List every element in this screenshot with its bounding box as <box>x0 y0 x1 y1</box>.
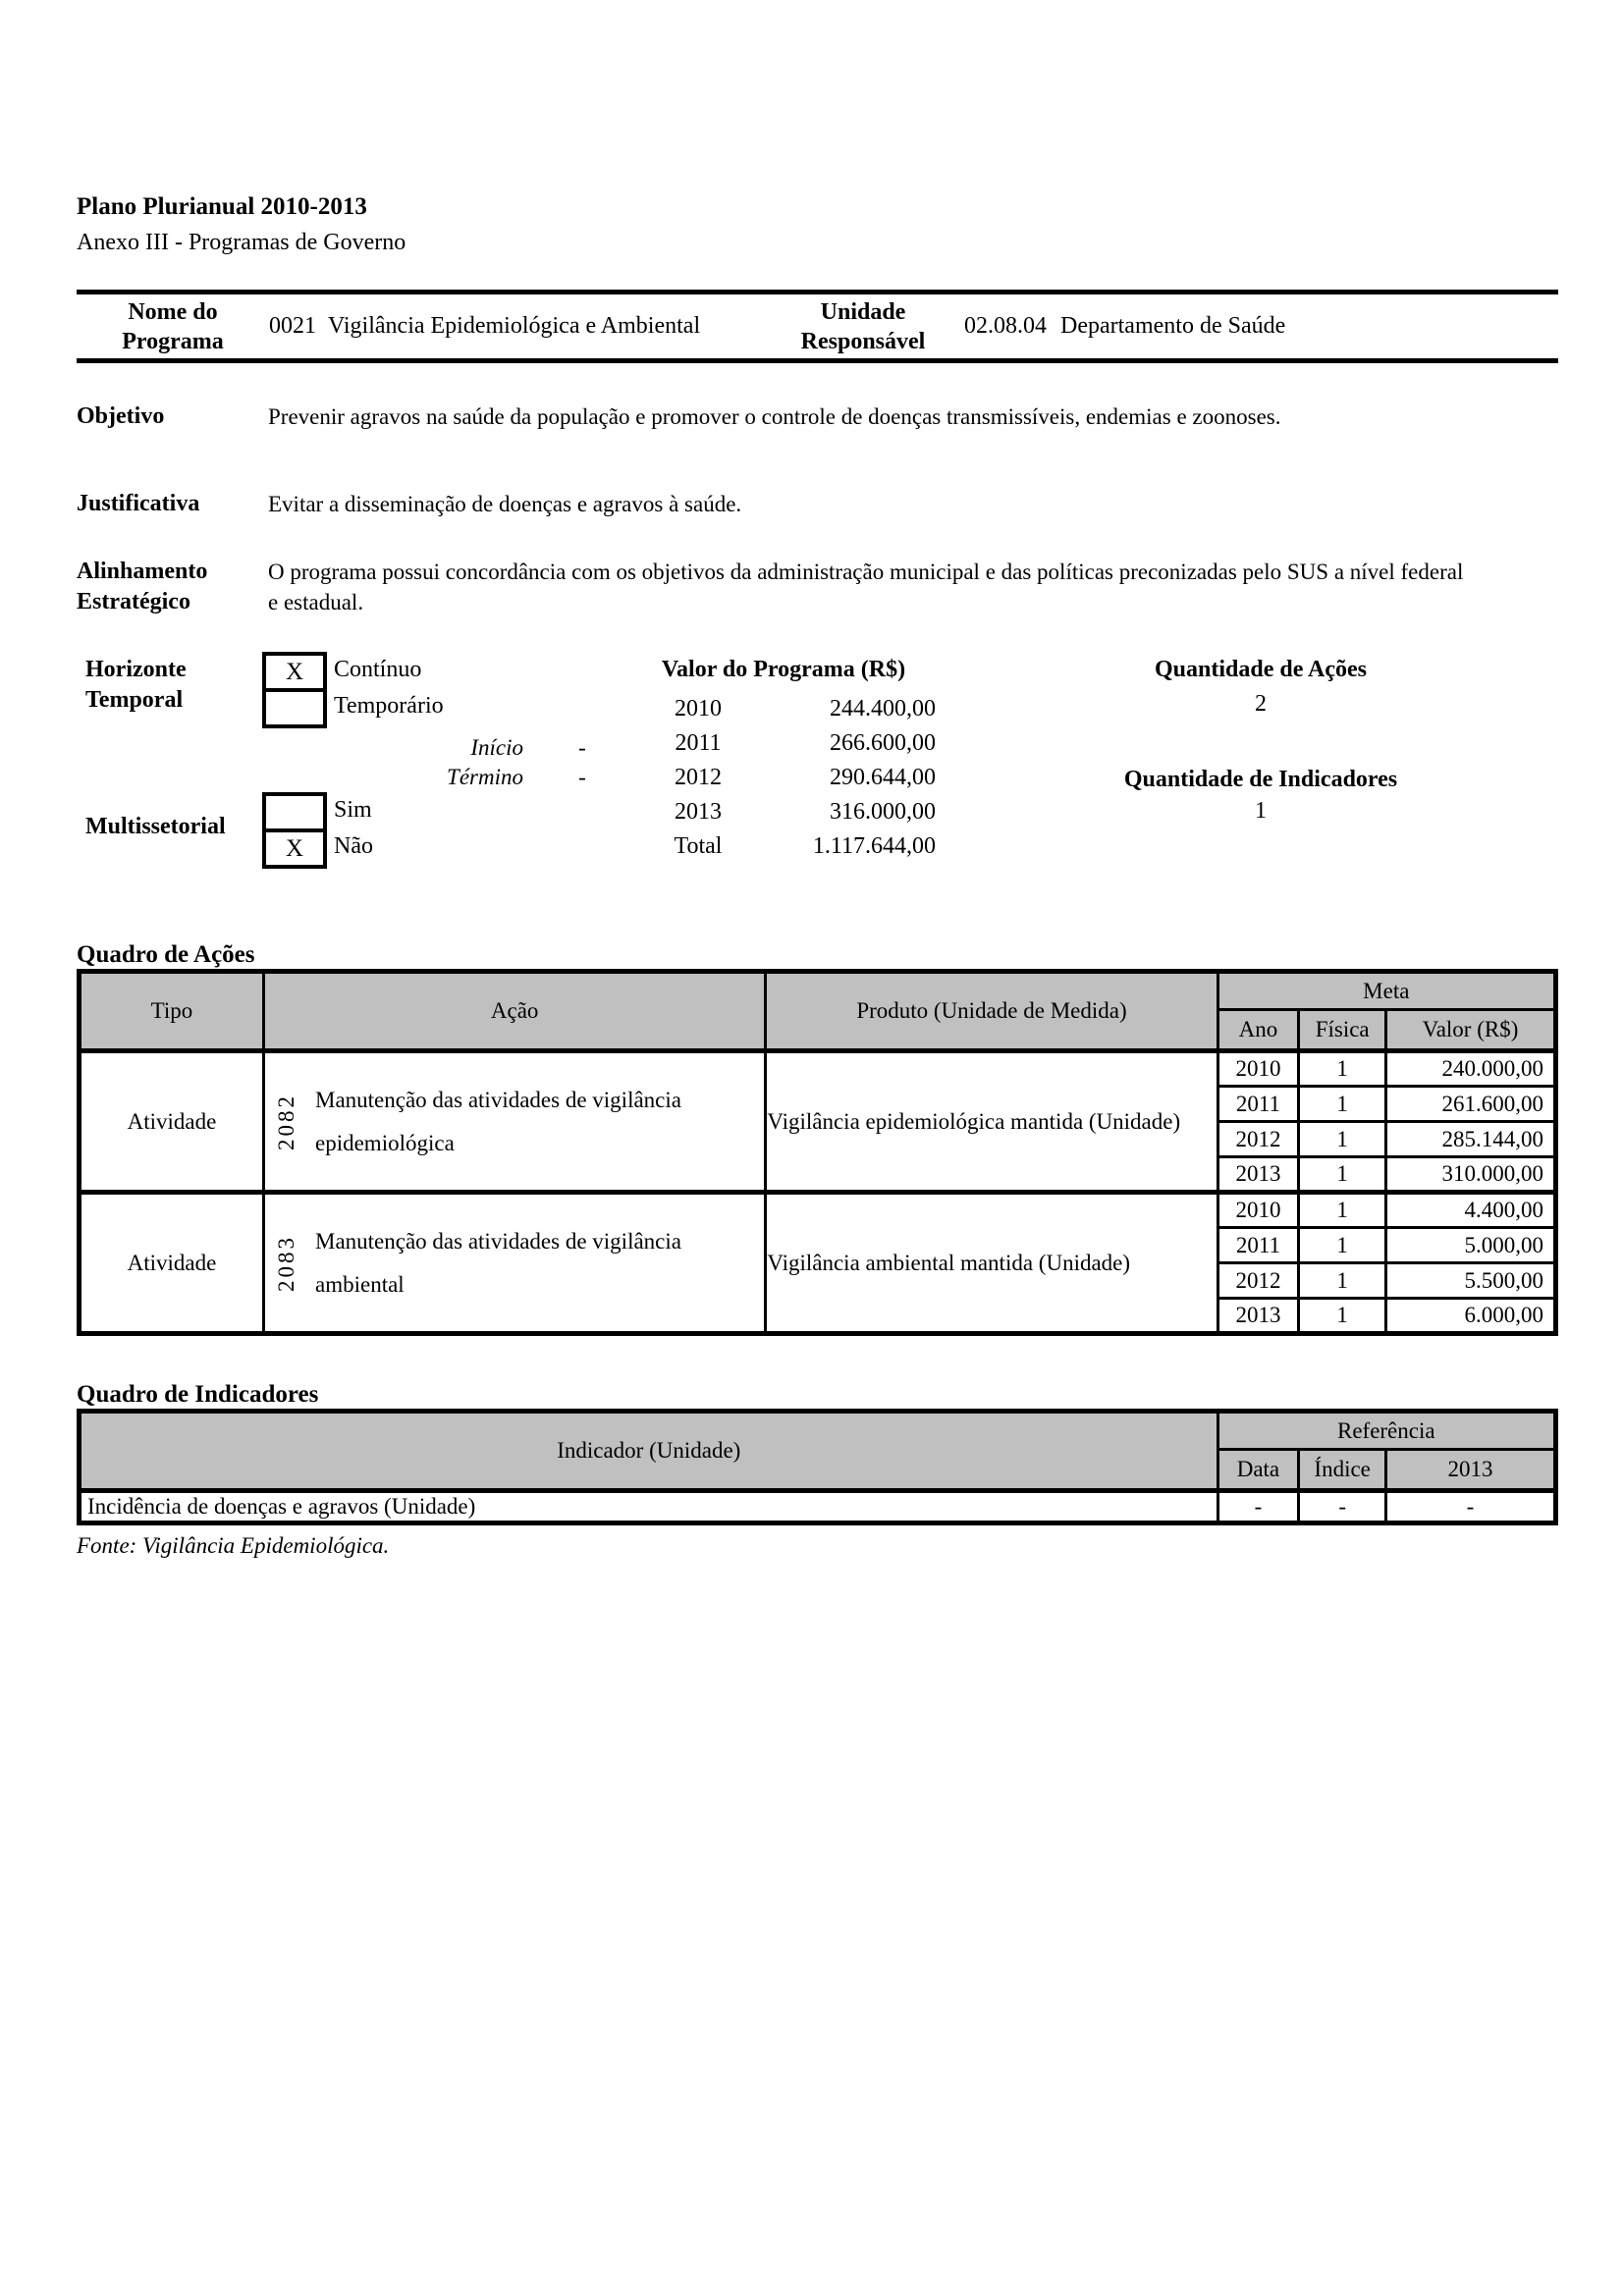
meta-ano: 2013 <box>1217 1157 1299 1193</box>
sim-label: Sim <box>334 797 372 823</box>
justificativa-text: Evitar a disseminação de doenças e agravos à saúde. <box>268 492 742 516</box>
col-header-fisica: Física <box>1299 1010 1386 1051</box>
checkbox-nao <box>266 828 323 865</box>
valor-row-total <box>631 829 936 864</box>
acao-2-descricao: Manutenção das atividades de vigilância ambiental <box>315 1228 681 1297</box>
col-header-valor: Valor (R$) <box>1386 1010 1556 1051</box>
meta-valor: 240.000,00 <box>1386 1051 1556 1087</box>
col-header-indicador: Indicador (Unidade) <box>80 1412 1218 1491</box>
multissetorial-checkboxes <box>262 792 327 869</box>
valor-amount: 266.600,00 <box>830 730 936 756</box>
program-code: 0021 <box>269 313 316 339</box>
meta-ano: 2012 <box>1217 1263 1299 1299</box>
quadro-acoes-title: Quadro de Ações <box>77 941 255 968</box>
meta-ano: 2013 <box>1217 1299 1299 1334</box>
section-alinhamento <box>77 557 1558 617</box>
meta-ano: 2010 <box>1217 1051 1299 1087</box>
col-header-ano: Ano <box>1217 1010 1299 1051</box>
meta-fisica: 1 <box>1299 1157 1386 1193</box>
meta-fisica: 1 <box>1299 1122 1386 1157</box>
col-header-tipo: Tipo <box>80 972 264 1051</box>
meta-fisica: 1 <box>1299 1299 1386 1334</box>
document-subtitle: Anexo III - Programas de Governo <box>77 230 406 255</box>
meta-valor: 285.144,00 <box>1386 1122 1556 1157</box>
unit-code: 02.08.04 <box>964 313 1047 339</box>
acao-2-meta-row <box>80 1193 1556 1228</box>
meta-ano: 2011 <box>1217 1087 1299 1122</box>
col-header-meta: Meta <box>1217 972 1555 1010</box>
acao-1-meta-row <box>80 1051 1556 1087</box>
unit-label: Unidade Responsável <box>800 298 926 354</box>
objetivo-label: Objetivo <box>77 403 165 429</box>
meta-valor: 4.400,00 <box>1386 1193 1556 1228</box>
checkbox-temporario <box>266 688 323 724</box>
valor-amount: 1.117.644,00 <box>812 833 936 859</box>
document-content <box>77 0 1558 1559</box>
acao-1-tipo: Atividade <box>80 1051 264 1193</box>
alinhamento-label: Alinhamento Estratégico <box>77 559 208 614</box>
acao-1-numero: 2082 <box>274 1093 298 1150</box>
indicador-data: - <box>1217 1491 1299 1523</box>
nao-label: Não <box>334 833 373 859</box>
valor-row-2010 <box>631 692 936 726</box>
inicio-label: Início <box>470 735 523 760</box>
termino-label: Término <box>447 765 523 789</box>
meta-fisica: 1 <box>1299 1193 1386 1228</box>
meta-fisica: 1 <box>1299 1263 1386 1299</box>
acao-2-numero: 2083 <box>274 1234 298 1292</box>
meta-valor: 310.000,00 <box>1386 1157 1556 1193</box>
valor-amount: 316.000,00 <box>830 799 936 825</box>
meta-ano: 2010 <box>1217 1193 1299 1228</box>
quantidade-indicadores-block <box>1068 767 1453 825</box>
quantidade-acoes-value: 2 <box>1255 691 1267 717</box>
indicadores-table <box>77 1409 1558 1525</box>
meta-ano: 2011 <box>1217 1228 1299 1263</box>
section-objetivo <box>77 401 1558 432</box>
col-header-acao: Ação <box>264 972 766 1051</box>
acao-2-produto: Vigilância ambiental mantida (Unidade) <box>766 1193 1217 1334</box>
multissetorial-options <box>334 792 373 865</box>
acao-2-tipo: Atividade <box>80 1193 264 1334</box>
meta-valor: 261.600,00 <box>1386 1087 1556 1122</box>
meta-valor: 6.000,00 <box>1386 1299 1556 1334</box>
meta-valor: 5.500,00 <box>1386 1263 1556 1299</box>
unit-value <box>937 313 1558 340</box>
valor-year: 2012 <box>675 765 722 790</box>
fonte-note: Fonte: Vigilância Epidemiológica. <box>77 1533 390 1558</box>
valor-programa-rows <box>631 692 936 864</box>
valor-row-2013 <box>631 795 936 829</box>
col-header-referencia: Referência <box>1217 1412 1555 1450</box>
checkbox-continuo <box>266 656 323 688</box>
quantidade-indicadores-value: 1 <box>1255 798 1267 824</box>
unit-name: Departamento de Saúde <box>1060 313 1286 339</box>
checkbox-sim <box>266 796 323 828</box>
justificativa-label: Justificativa <box>77 491 200 516</box>
continuo-label: Contínuo <box>334 657 422 682</box>
horizonte-checkboxes <box>262 652 327 728</box>
meta-fisica: 1 <box>1299 1228 1386 1263</box>
meta-valor: 5.000,00 <box>1386 1228 1556 1263</box>
program-name-value <box>269 313 789 340</box>
valor-amount: 290.644,00 <box>830 765 936 790</box>
valor-year: Total <box>674 833 723 859</box>
meta-fisica: 1 <box>1299 1051 1386 1087</box>
program-name: Vigilância Epidemiológica e Ambiental <box>328 313 701 339</box>
valor-year: 2013 <box>675 799 722 825</box>
program-attributes-band <box>77 633 1558 869</box>
indicador-row <box>80 1491 1556 1523</box>
program-name-label: Nome do Programa <box>122 298 224 354</box>
col-header-produto: Produto (Unidade de Medida) <box>766 972 1217 1051</box>
acao-1-descricao: Manutenção das atividades de vigilância epidemiológica <box>315 1087 681 1155</box>
col-header-data: Data <box>1217 1450 1299 1491</box>
document-title: Plano Plurianual 2010-2013 <box>77 193 367 220</box>
valor-year: 2011 <box>675 730 722 756</box>
temporario-label: Temporário <box>334 693 444 719</box>
quantidade-acoes-block <box>1068 657 1453 718</box>
objetivo-text: Prevenir agravos na saúde da população e promover o controle de doenças transmissíveis, endemias e zoonoses. <box>268 404 1281 429</box>
program-header <box>77 290 1558 363</box>
termino-value: - <box>578 765 586 789</box>
valor-programa-title: Valor do Programa (R$) <box>661 657 906 682</box>
inicio-value: - <box>578 735 586 760</box>
valor-row-2011 <box>631 726 936 761</box>
valor-year: 2010 <box>675 696 722 721</box>
multissetorial-label: Multissetorial <box>85 814 226 839</box>
meta-ano: 2012 <box>1217 1122 1299 1157</box>
meta-fisica: 1 <box>1299 1087 1386 1122</box>
valor-row-2012 <box>631 761 936 795</box>
checkbox-nao-mark: X <box>285 834 304 862</box>
horizonte-temporal-label: Horizonte Temporal <box>85 657 187 713</box>
quadro-indicadores-title: Quadro de Indicadores <box>77 1381 319 1408</box>
col-header-indice: Índice <box>1299 1450 1386 1491</box>
valor-amount: 244.400,00 <box>830 696 936 721</box>
checkbox-continuo-mark: X <box>285 658 304 685</box>
indicador-2013: - <box>1386 1491 1556 1523</box>
acoes-table <box>77 969 1558 1336</box>
quantidade-indicadores-label: Quantidade de Indicadores <box>1123 767 1398 792</box>
quantidade-acoes-label: Quantidade de Ações <box>1154 657 1368 682</box>
indicador-nome: Incidência de doenças e agravos (Unidade) <box>80 1491 1218 1523</box>
section-justificativa <box>77 489 1558 519</box>
horizonte-options <box>334 652 444 724</box>
acao-1-produto: Vigilância epidemiológica mantida (Unidade) <box>766 1051 1217 1193</box>
col-header-2013: 2013 <box>1386 1450 1556 1491</box>
alinhamento-text: O programa possui concordância com os objetivos da administração municipal e das políticas preconizadas pelo SUS a nível federal e estadual. <box>268 560 1464 614</box>
acao-1-cell <box>264 1051 766 1193</box>
indicador-indice: - <box>1299 1491 1386 1523</box>
acao-2-cell <box>264 1193 766 1334</box>
